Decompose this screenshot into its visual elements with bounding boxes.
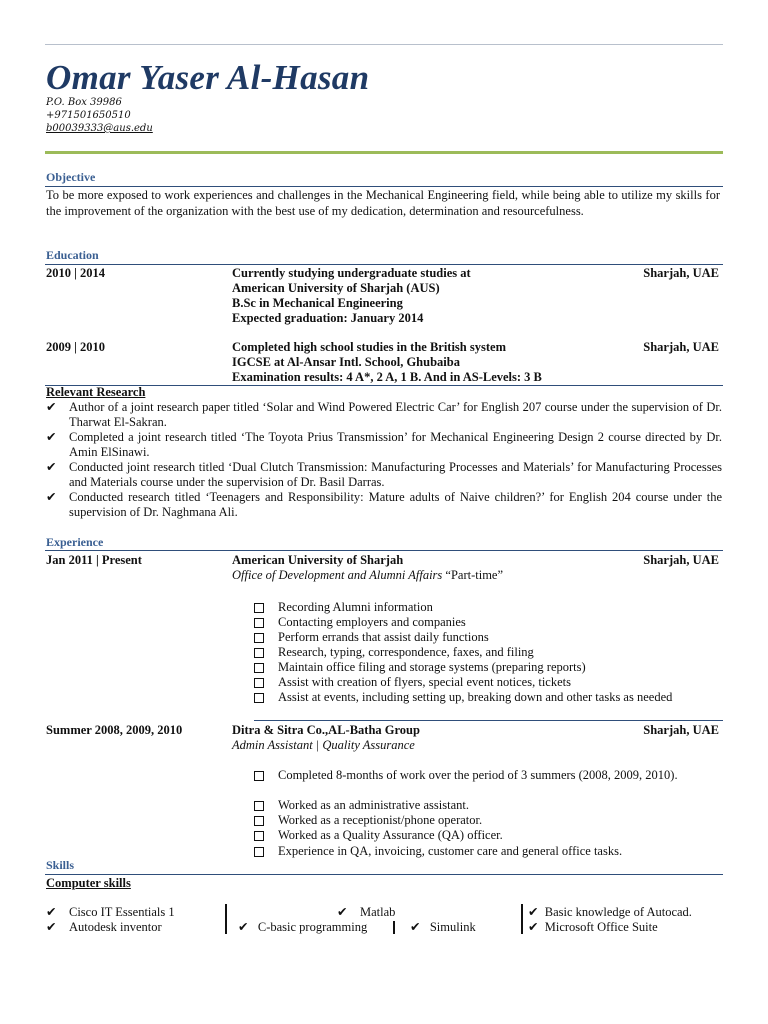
list-item: ✔ Completed a joint research titled ‘The Toyota Prius Transmission’ for Mechanical Engineering Design 2 course directed by Dr. Amin ElSinawi.	[46, 430, 722, 459]
list-item: Maintain office filing and storage systems (preparing reports)	[254, 660, 720, 675]
check-icon: ✔	[528, 905, 539, 919]
square-bullet-icon	[254, 648, 264, 658]
square-bullet-icon	[254, 816, 264, 826]
education-dates: 2009 | 2010	[46, 340, 106, 354]
square-bullet-icon	[254, 771, 264, 781]
list-item: Research, typing, correspondence, faxes, and filing	[254, 645, 720, 660]
check-icon: ✔	[46, 460, 57, 474]
square-bullet-icon	[254, 847, 264, 857]
experience-location: Sharjah, UAE	[643, 723, 719, 737]
list-item: Assist at events, including setting up, breaking down and other tasks as needed	[254, 690, 694, 705]
list-item: Recording Alumni information	[254, 600, 720, 615]
research-heading: Relevant Research	[46, 385, 146, 399]
experience-location: Sharjah, UAE	[643, 553, 719, 567]
skill-item: ✔ Cisco IT Essentials 1	[46, 905, 175, 919]
list-item: Completed 8-months of work over the period of 3 summers (2008, 2009, 2010).	[254, 768, 694, 783]
objective-rule	[45, 186, 723, 187]
check-icon: ✔	[46, 400, 57, 414]
check-icon: ✔	[410, 920, 421, 934]
check-icon: ✔	[46, 920, 57, 934]
employer-name: Ditra & Sitra Co.,AL-Batha Group	[232, 723, 420, 737]
education-line: Examination results: 4 A*, 2 A, 1 B. And in AS-Levels: 3 B	[232, 370, 542, 384]
square-bullet-icon	[254, 663, 264, 673]
list-item: ✔ Conducted joint research titled ‘Dual Clutch Transmission: Manufacturing Processes and Materials’ for Manufacturing Processes and Materials course under the supervision of Dr. Basil Darras.	[46, 460, 722, 489]
computer-skills-heading: Computer skills	[46, 876, 131, 890]
skill-item: ✔ Autodesk inventor	[46, 920, 162, 934]
objective-text: To be more exposed to work experiences and challenges in the Mechanical Engineering field, while being able to utilize my skills for the improvement of the organization with the best use of my dedication, determination and resourcefulness.	[46, 188, 720, 218]
square-bullet-icon	[254, 831, 264, 841]
square-bullet-icon	[254, 678, 264, 688]
education-line: Currently studying undergraduate studies at	[232, 266, 471, 280]
square-bullet-icon	[254, 801, 264, 811]
skill-item: ✔ Basic knowledge of Autocad.	[528, 905, 692, 919]
employer-name: American University of Sharjah	[232, 553, 404, 567]
check-icon: ✔	[46, 490, 57, 504]
job-role: Admin Assistant | Quality Assurance	[232, 738, 415, 752]
research-rule	[45, 385, 723, 386]
education-location: Sharjah, UAE	[643, 266, 719, 280]
square-bullet-icon	[254, 633, 264, 643]
experience-rule	[45, 550, 723, 551]
check-icon: ✔	[46, 905, 57, 919]
list-item: Worked as an administrative assistant.	[254, 798, 720, 813]
header-accent-rule	[45, 151, 723, 154]
list-item: Contacting employers and companies	[254, 615, 720, 630]
education-rule	[45, 264, 723, 265]
phone-number: +971501650510	[46, 110, 131, 121]
job-role: Office of Development and Alumni Affairs “Part-time”	[232, 568, 504, 582]
list-item: Perform errands that assist daily functions	[254, 630, 720, 645]
list-item: Experience in QA, invoicing, customer care and general office tasks.	[254, 844, 720, 859]
education-location: Sharjah, UAE	[643, 340, 719, 354]
candidate-name: Omar Yaser Al-Hasan	[46, 58, 370, 97]
skill-item: ✔ Matlab	[337, 905, 396, 919]
skills-heading: Skills	[46, 858, 75, 872]
list-item: ✔ Conducted research titled ‘Teenagers and Responsibility: Mature adults of Naive children?’ for English 204 course under the supervision of Dr. Naghmana Ali.	[46, 490, 722, 519]
email-link[interactable]: b00039333@aus.edu	[46, 123, 153, 134]
list-item: Assist with creation of flyers, special event notices, tickets	[254, 675, 720, 690]
po-box: P.O. Box 39986	[46, 97, 122, 108]
skill-item: ✔ C-basic programming	[238, 920, 368, 934]
education-line: Completed high school studies in the British system	[232, 340, 506, 354]
education-line: American University of Sharjah (AUS)	[232, 281, 440, 295]
check-icon: ✔	[238, 920, 249, 934]
education-heading: Education	[46, 248, 99, 262]
education-line: IGCSE at Al-Ansar Intl. School, Ghubaiba	[232, 355, 460, 369]
education-dates: 2010 | 2014	[46, 266, 106, 280]
check-icon: ✔	[337, 905, 348, 919]
education-line: Expected graduation: January 2014	[232, 311, 424, 325]
experience-dates: Summer 2008, 2009, 2010	[46, 723, 183, 737]
list-item: Worked as a receptionist/phone operator.	[254, 813, 720, 828]
objective-heading: Objective	[46, 170, 96, 184]
skill-item: ✔ Simulink	[410, 920, 476, 934]
experience-divider	[254, 720, 723, 721]
square-bullet-icon	[254, 603, 264, 613]
list-item: Worked as a Quality Assurance (QA) officer.	[254, 828, 720, 843]
square-bullet-icon	[254, 693, 264, 703]
square-bullet-icon	[254, 618, 264, 628]
top-divider	[45, 44, 723, 45]
skills-column-divider	[225, 904, 227, 934]
education-line: B.Sc in Mechanical Engineering	[232, 296, 403, 310]
check-icon: ✔	[528, 920, 539, 934]
experience-dates: Jan 2011 | Present	[46, 553, 142, 567]
skill-item: ✔ Microsoft Office Suite	[528, 920, 658, 934]
skills-column-divider	[521, 904, 523, 934]
skills-column-divider	[393, 921, 395, 934]
skills-rule	[45, 874, 723, 875]
check-icon: ✔	[46, 430, 57, 444]
experience-heading: Experience	[46, 535, 104, 549]
list-item: ✔ Author of a joint research paper titled ‘Solar and Wind Powered Electric Car’ for English 207 course under the supervision of Dr. Tharwat El-Sakran.	[46, 400, 722, 429]
